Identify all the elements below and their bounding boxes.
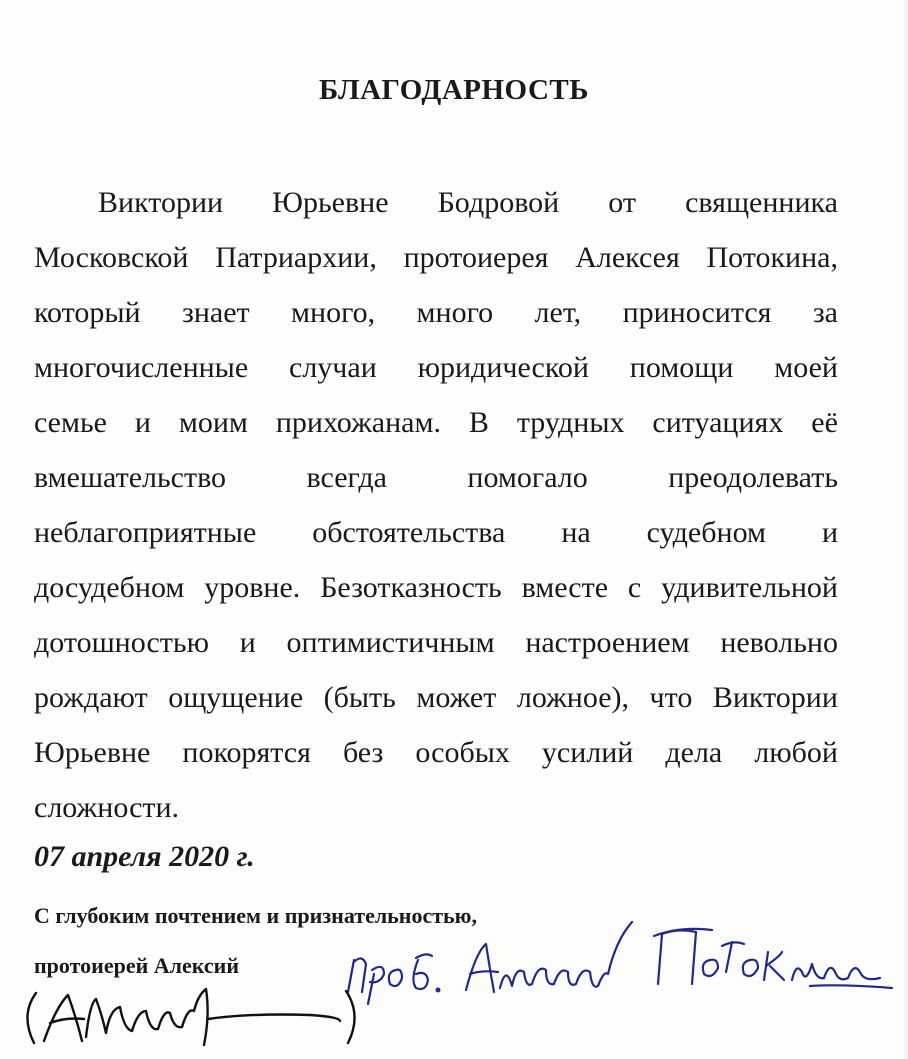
body-word: помогало [467, 461, 588, 494]
letter-body [34, 184, 838, 844]
body-word: помощи [629, 351, 734, 384]
body-word: и [821, 516, 838, 549]
body-line [34, 459, 838, 514]
body-word: рождают [34, 681, 148, 714]
body-word: судебном [646, 516, 766, 549]
body-word: невольно [720, 626, 838, 659]
body-word: протоиерея [403, 241, 549, 274]
body-word: за [812, 296, 838, 329]
document-title: БЛАГОДАРНОСТЬ [319, 74, 589, 106]
body-word: уровне. [204, 571, 301, 604]
body-word: оптимистичным [286, 626, 495, 659]
signature-scrawl [10, 985, 370, 1055]
body-word: Бодровой [437, 186, 560, 219]
closing-phrase: С глубоким почтением и признательностью, [34, 903, 477, 928]
body-line [34, 569, 838, 624]
letter-date: 07 апреля 2020 г. [34, 840, 255, 873]
body-word: лет, [534, 296, 582, 329]
body-word: может [416, 681, 497, 714]
body-word: любой [754, 736, 838, 769]
body-word: досудебном [34, 571, 185, 604]
body-word: без [342, 736, 384, 769]
body-word: удивительной [661, 571, 838, 604]
body-line [34, 404, 838, 459]
body-word: её [811, 406, 838, 439]
body-word: трудных [516, 406, 625, 439]
body-word: обстоятельства [312, 516, 506, 549]
body-line [34, 349, 838, 404]
body-word: Виктории [98, 186, 224, 219]
body-word: сложности. [34, 791, 180, 824]
body-word: Алексея [575, 241, 680, 274]
body-word: Юрьевне [272, 186, 389, 219]
body-word: усилий [541, 736, 634, 769]
body-line [34, 184, 838, 239]
body-word: Патриархии, [215, 241, 377, 274]
handwritten-signature [340, 900, 900, 1010]
body-word: ложное), [516, 681, 630, 714]
body-word: прихожанам. [275, 406, 441, 439]
body-word: и [134, 406, 151, 439]
scan-edge-shadow [902, 0, 908, 1059]
body-word: вместе [521, 571, 609, 604]
body-word: от [608, 186, 636, 219]
body-line [34, 734, 838, 789]
body-line [34, 294, 838, 349]
body-word: Потокина, [706, 241, 838, 274]
body-word: случаи [289, 351, 377, 384]
body-word: (быть [323, 681, 396, 714]
body-word: с [627, 571, 642, 604]
body-word: Виктории [712, 681, 838, 714]
body-word: всегда [306, 461, 387, 494]
body-word: Юрьевне [34, 736, 151, 769]
body-word: неблагоприятные [34, 516, 257, 549]
body-line [34, 789, 838, 844]
body-line [34, 624, 838, 679]
author-name: протоиерей Алексий [34, 953, 239, 978]
body-word: ситуациях [652, 406, 784, 439]
body-word: семье [34, 406, 107, 439]
body-word: много, [291, 296, 376, 329]
body-word: моим [178, 406, 248, 439]
body-word: священника [685, 186, 838, 219]
body-word: В [468, 406, 489, 439]
body-word: много [416, 296, 494, 329]
body-line [34, 514, 838, 569]
body-word: что [649, 681, 693, 714]
body-word: моей [774, 351, 838, 384]
body-word: приносится [622, 296, 772, 329]
body-word: юридической [417, 351, 589, 384]
body-word: настроением [525, 626, 690, 659]
body-line [34, 239, 838, 294]
body-word: который [34, 296, 141, 329]
body-word: Безотказность [320, 571, 502, 604]
body-word: знает [181, 296, 250, 329]
body-word: покорятся [182, 736, 311, 769]
body-word: и [239, 626, 256, 659]
body-word: дела [665, 736, 723, 769]
body-word: вмешательство [34, 461, 227, 494]
body-word: Московской [34, 241, 189, 274]
body-word: ощущение [168, 681, 304, 714]
body-line [34, 679, 838, 734]
body-word: преодолевать [668, 461, 838, 494]
body-word: многочисленные [34, 351, 249, 384]
body-word: дотошностью [34, 626, 210, 659]
body-word: особых [415, 736, 510, 769]
body-word: на [561, 516, 591, 549]
